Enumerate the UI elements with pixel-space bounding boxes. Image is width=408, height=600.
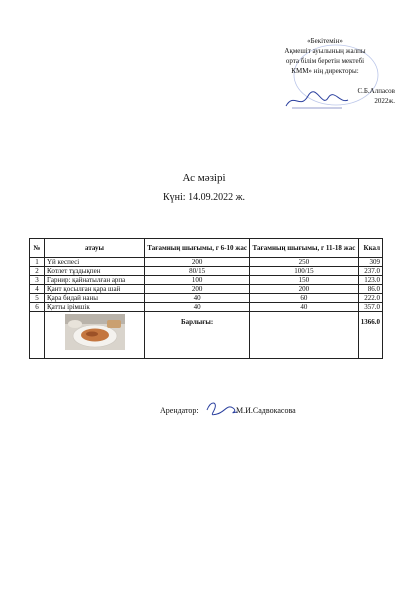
table-row [30,303,383,312]
tenant-label: Арендатор: [160,406,199,415]
table-row [30,294,383,303]
table-row [30,285,383,294]
dish-name: Үй кеспесі [45,258,145,267]
yield-11-18: 100/15 [250,267,358,276]
table-row [30,258,383,267]
approval-line-2: орта білім беретін мектебі [285,57,365,65]
approval-heading: «Бекітемін» [307,37,343,45]
total-kcal: 1366.0 [358,312,382,359]
kcal-value: 237.0 [358,267,382,276]
approval-line-1: Ақмешіт ауылының жалпы [284,47,366,55]
food-photo-cell [45,312,145,359]
tenant-name: М.И.Садвокасова [236,406,296,415]
dish-name: Қара бидай наны [45,294,145,303]
kcal-value: 222.0 [358,294,382,303]
col-yield-11-18: Тағамның шығымы, г 11-18 жас [250,239,358,258]
approval-line-3: КММ» нің директоры: [291,67,359,75]
row-number: 1 [30,258,45,267]
yield-6-10: 200 [145,258,250,267]
yield-6-10: 40 [145,294,250,303]
yield-6-10: 100 [145,276,250,285]
table-header-row [30,239,383,258]
table-row [30,276,383,285]
page-title: Ас мәзірі [182,172,226,184]
table-row [30,267,383,276]
menu-table [29,238,383,359]
dish-name: Қант қосылған қара шай [45,285,145,294]
col-number: № [30,239,45,258]
total-row [30,312,383,359]
yield-11-18: 200 [250,285,358,294]
dish-name: Котлет тұздықпен [45,267,145,276]
menu-date: Күні: 14.09.2022 ж. [163,192,245,203]
yield-6-10: 200 [145,285,250,294]
total-label: Барлығы: [145,312,250,359]
kcal-value: 309 [358,258,382,267]
food-plate-photo-icon [65,314,125,350]
dish-name: Гарнир: қайнатылған арпа [45,276,145,285]
director-signature-icon [282,88,352,112]
col-yield-6-10: Тағамның шығымы, г 6-10 жас [145,239,250,258]
approval-signer: С.Б.Алпасов [357,87,395,95]
dish-name: Қатты ірімшік [45,303,145,312]
yield-6-10: 40 [145,303,250,312]
col-kcal: Ккал [358,239,382,258]
row-number: 6 [30,303,45,312]
yield-11-18: 250 [250,258,358,267]
kcal-value: 86.0 [358,285,382,294]
yield-11-18: 150 [250,276,358,285]
approval-date: 2022ж. [374,97,395,105]
row-number: 2 [30,267,45,276]
row-number: 5 [30,294,45,303]
kcal-value: 123.0 [358,276,382,285]
tenant-signature-icon [203,398,239,418]
row-number: 4 [30,285,45,294]
yield-11-18: 40 [250,303,358,312]
col-name: атауы [45,239,145,258]
row-number: 3 [30,276,45,285]
yield-6-10: 80/15 [145,267,250,276]
kcal-value: 357.0 [358,303,382,312]
yield-11-18: 60 [250,294,358,303]
